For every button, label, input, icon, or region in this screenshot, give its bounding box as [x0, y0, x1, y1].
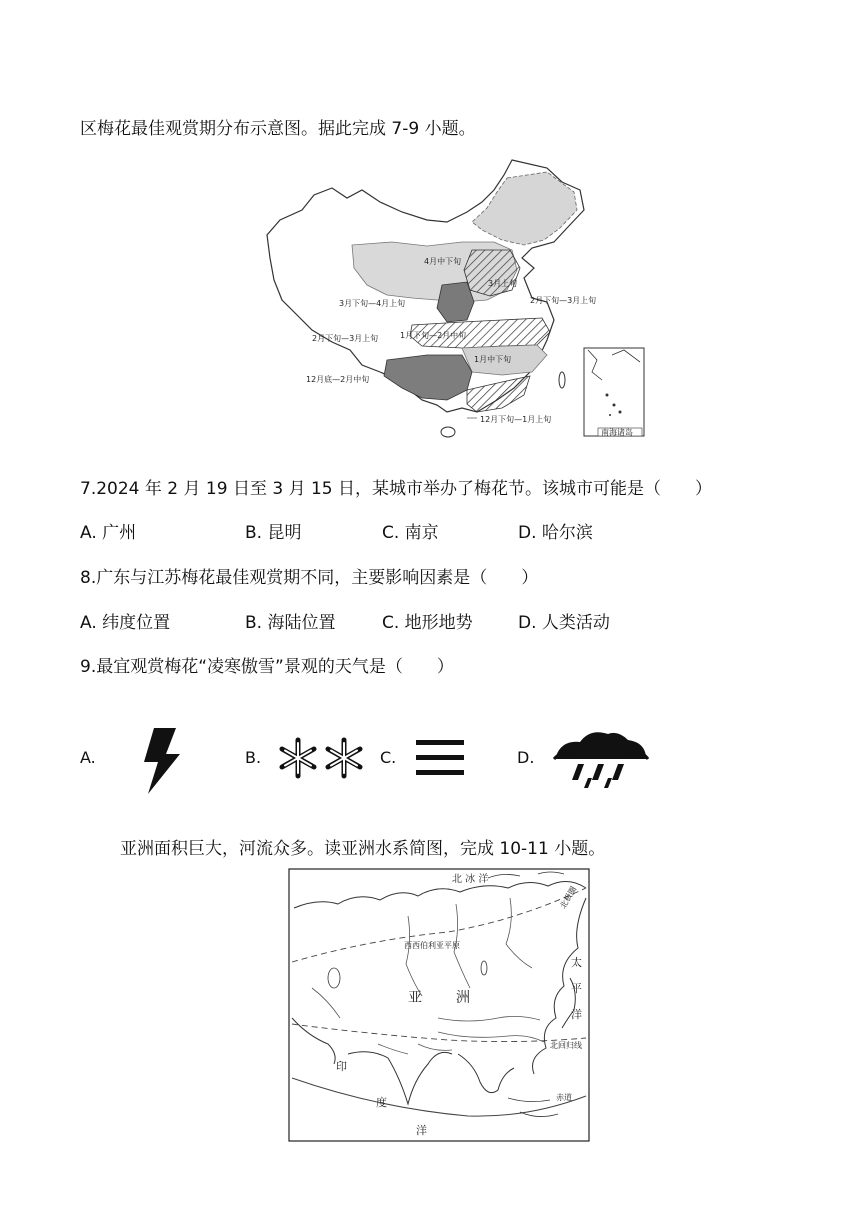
q7-stem: 7.2024 年 2 月 19 日至 3 月 15 日，某城市举办了梅花节。该城市可能是（ ） — [80, 479, 713, 499]
asia-label-west-siberian-plain: 西西伯利亚平原 — [404, 941, 460, 950]
q8-option-c[interactable]: C. 地形地势 — [382, 613, 473, 633]
q7-option-b[interactable]: B. 昆明 — [245, 523, 302, 543]
asia-label-zhou: 洲 — [456, 990, 470, 1006]
asia-label-pacific-2: 平 — [571, 982, 582, 995]
q7-option-c[interactable]: C. 南京 — [382, 523, 439, 543]
map-label-1: 4月中下旬 — [424, 257, 462, 266]
map-label-4: 3月下旬—4月上旬 — [339, 299, 406, 308]
q8-options — [80, 612, 780, 634]
q8-stem: 8.广东与江苏梅花最佳观赏期不同，主要影响因素是（ ） — [80, 568, 539, 588]
asia-label-pacific-1: 太 — [571, 956, 582, 969]
map-label-5: 2月下旬—3月上旬 — [312, 334, 379, 343]
q7-option-a[interactable]: A. 广州 — [80, 523, 137, 543]
asia-label-arctic-ocean: 北 冰 洋 — [452, 874, 489, 885]
intro-line: 区梅花最佳观赏期分布示意图。据此完成 7-9 小题。 — [80, 119, 476, 139]
map-label-8: 12月底—2月中旬 — [306, 375, 370, 384]
inset-label: 南海诸岛 — [601, 428, 633, 437]
q9-option-c[interactable]: C. — [380, 748, 397, 767]
asia-label-pacific-3: 洋 — [571, 1008, 582, 1021]
asia-label-arctic-circle: 北极圈 — [558, 884, 579, 911]
fog-icon — [416, 738, 466, 778]
q7-options — [80, 522, 780, 544]
asia-label-indian-2: 度 — [376, 1096, 387, 1109]
map-label-6: 1月下旬—2月中旬 — [400, 331, 467, 340]
q9-option-b[interactable]: B. — [245, 748, 262, 767]
asia-map — [288, 868, 590, 1142]
asia-label-indian-3: 洋 — [416, 1124, 427, 1137]
map-label-7: 1月中下旬 — [474, 355, 512, 364]
map-label-3: 2月下旬—3月上旬 — [530, 296, 597, 305]
q8-option-d[interactable]: D. 人类活动 — [518, 613, 610, 633]
q7-option-d[interactable]: D. 哈尔滨 — [518, 523, 593, 543]
q9-stem: 9.最宜观赏梅花“凌寒傲雪”景观的天气是（ ） — [80, 657, 454, 677]
asia-label-equator: 赤道 — [556, 1093, 572, 1102]
map-label-9: 12月下旬—1月上旬 — [480, 415, 552, 424]
china-plum-map — [262, 150, 652, 442]
rain-cloud-icon — [552, 726, 650, 790]
lightning-icon — [140, 728, 186, 794]
q9-option-d[interactable]: D. — [517, 748, 535, 767]
snow-icon — [277, 737, 367, 779]
q8-option-b[interactable]: B. 海陆位置 — [245, 613, 336, 633]
intro2-line: 亚洲面积巨大，河流众多。读亚洲水系简图，完成 10-11 小题。 — [120, 839, 606, 859]
south-china-sea-inset — [584, 348, 644, 436]
asia-label-indian-1: 印 — [336, 1060, 347, 1073]
asia-label-ya: 亚 — [408, 990, 422, 1006]
map-label-2: 3月上旬 — [488, 279, 518, 288]
q9-option-a[interactable]: A. — [80, 748, 96, 767]
asia-label-tropic: 北回归线 — [550, 1041, 582, 1050]
q8-option-a[interactable]: A. 纬度位置 — [80, 613, 171, 633]
